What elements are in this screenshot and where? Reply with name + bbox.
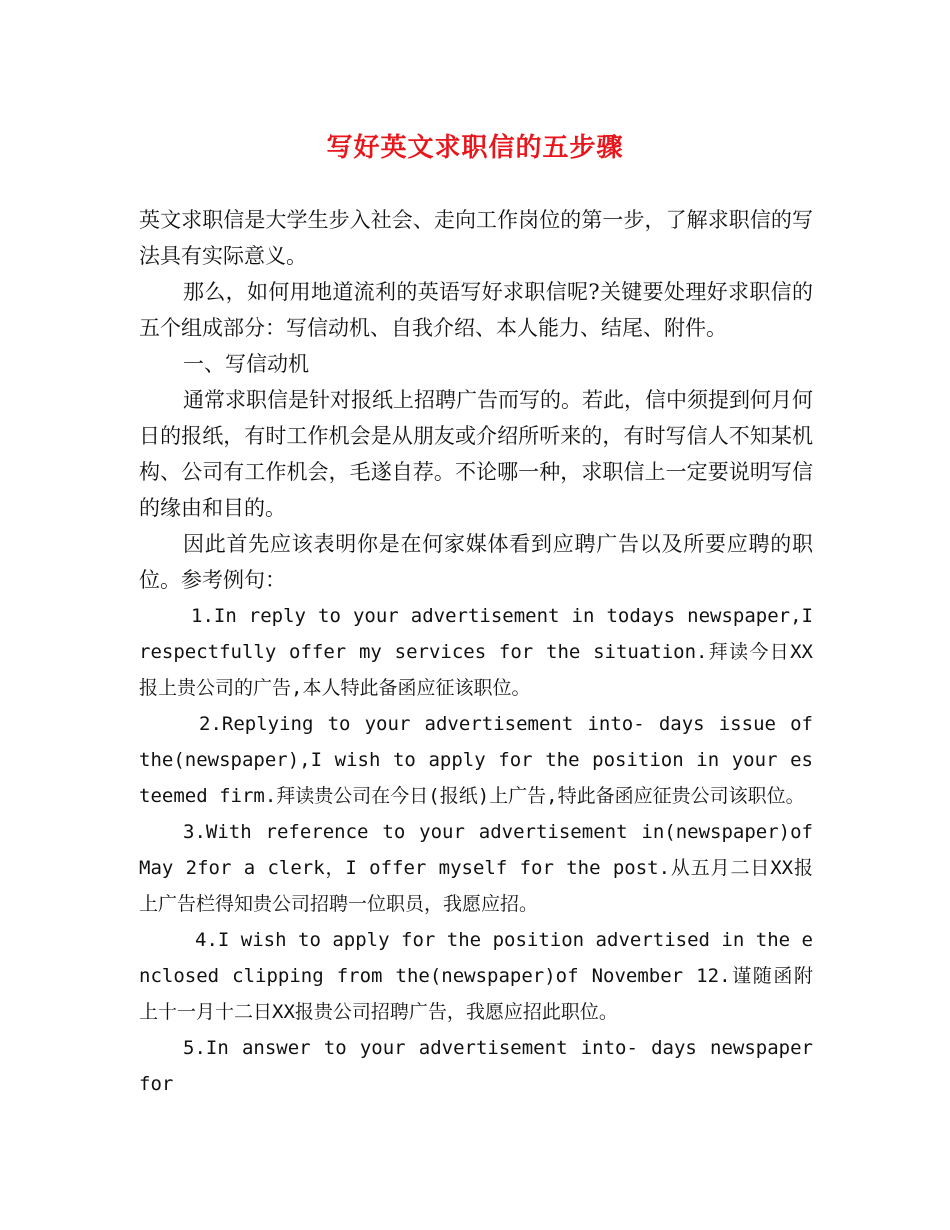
example-sentence-5: 5.In answer to your advertisement into- days newspaper for — [139, 1037, 813, 1095]
example-sentence-4: 4.I wish to apply for the position advertised in the enclosed clipping from the(newspaper)of November 12.谨随函附上十一月十二日XX报贵公司招聘广告，我愿应招此职位。 — [139, 929, 813, 1023]
example-sentence-3: 3.With reference to your advertisement in(newspaper)of May 2for a clerk，I offer myself for the post.从五月二日XX报上广告栏得知贵公司招聘一位职员，我愿应招。 — [139, 821, 813, 915]
document-title: 写好英文求职信的五步骤 — [326, 133, 624, 163]
therefore-paragraph: 因此首先应该表明你是在何家媒体看到应聘广告以及所要应聘的职位。参考例句： — [139, 532, 813, 592]
question-paragraph: 那么，如何用地道流利的英语写好求职信呢?关键要处理好求职信的五个组成部分：写信动机、自我介绍、本人能力、结尾、附件。 — [139, 280, 813, 340]
example-sentence-2: 2.Replying to your advertisement into- days issue of the(newspaper),I wish to apply for the position in your esteemed firm.拜读贵公司在今日(报纸)上广告,特此备函应征贵公司该职位。 — [139, 713, 813, 807]
intro-paragraph: 英文求职信是大学生步入社会、走向工作岗位的第一步，了解求职信的写法具有实际意义。 — [139, 208, 813, 268]
section-heading-motive: 一、写信动机 — [183, 352, 309, 376]
motive-paragraph: 通常求职信是针对报纸上招聘广告而写的。若此，信中须提到何月何日的报纸，有时工作机会是从朋友或介绍所听来的，有时写信人不知某机构、公司有工作机会，毛遂自荐。不论哪一种，求职信上一定要说明写信的缘由和目的。 — [139, 388, 813, 520]
document-body — [139, 202, 813, 1102]
example-sentence-1: 1.In reply to your advertisement in todays newspaper,I respectfully offer my services for the situation.拜读今日XX报上贵公司的广告,本人特此备函应征该职位。 — [139, 605, 813, 699]
